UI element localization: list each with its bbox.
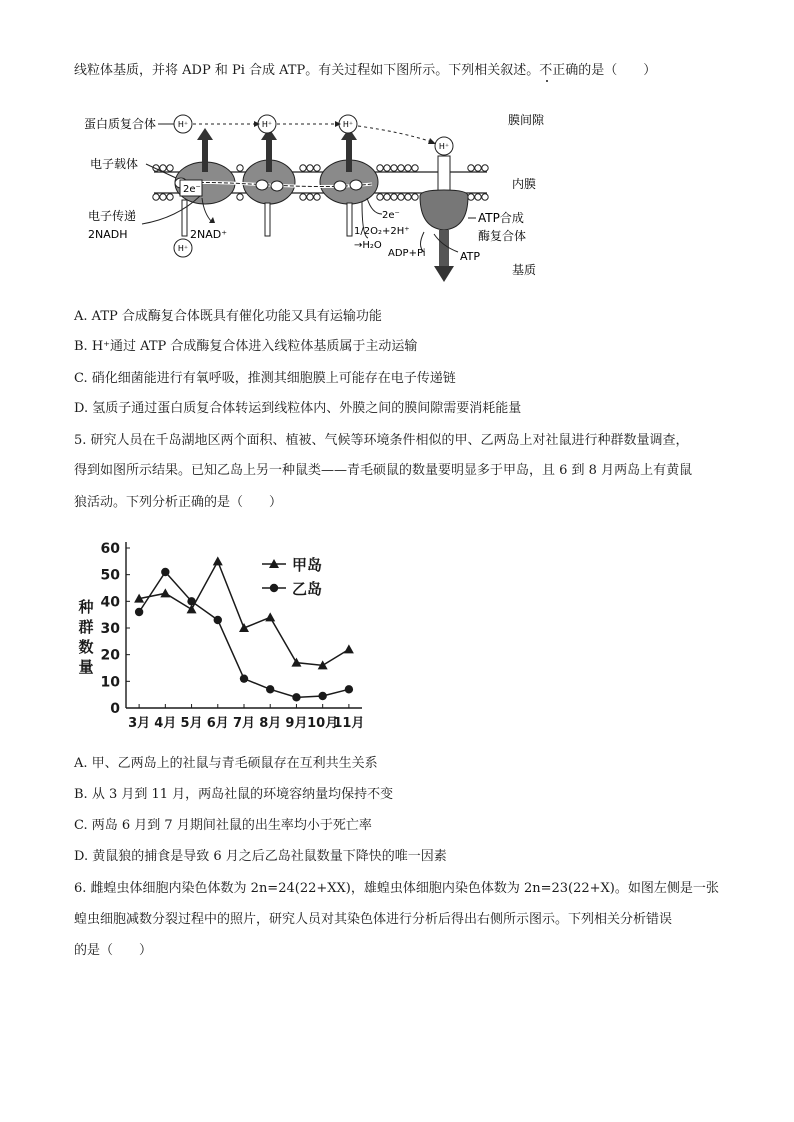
h-plus-label: H⁺: [342, 120, 354, 129]
y-axis-label-char: 量: [78, 658, 94, 676]
atp-synthase: [420, 156, 468, 282]
q5-stem-line-3: 狼活动。下列分析正确的是（ ）: [74, 495, 283, 510]
phospholipid-head: [475, 194, 481, 200]
phospholipid-head: [237, 165, 243, 171]
carrier-bead: [256, 180, 268, 190]
data-point-circle: [135, 608, 143, 616]
data-point-triangle: [187, 604, 197, 613]
q5-stem-line-2: 得到如图所示结果。已知乙岛上另一种鼠类——青毛硕鼠的数量要明显多于甲岛，且 6 到 8 月两岛上有黄鼠: [74, 463, 693, 478]
label-adp-pi: ADP+Pi: [388, 248, 426, 259]
phospholipid-head: [391, 165, 397, 171]
phospholipid-head: [482, 165, 488, 171]
q4-stem: [74, 62, 656, 80]
q4-option-c: C. 硝化细菌能进行有氧呼吸，推测其细胞膜上可能存在电子传递链: [74, 371, 456, 386]
x-tick-label: 8月: [259, 716, 282, 731]
data-point-circle: [266, 685, 274, 693]
x-tick-label: 9月: [285, 716, 308, 731]
data-point-circle: [214, 616, 222, 624]
phospholipid-head: [314, 165, 320, 171]
y-tick-label: 60: [100, 541, 120, 557]
phospholipid-head: [475, 165, 481, 171]
y-tick-label: 10: [100, 674, 120, 691]
q4-option-a: A. ATP 合成酶复合体既具有催化功能又具有运输功能: [74, 309, 382, 324]
data-point-triangle: [160, 588, 170, 597]
x-tick-label: 11月: [333, 716, 365, 731]
q4-stem-emphasis: 不: [539, 63, 553, 78]
phospholipid-head: [468, 194, 474, 200]
data-point-triangle: [213, 556, 223, 565]
phospholipid-head: [153, 194, 159, 200]
population-line-chart: [72, 534, 372, 744]
label-2e-right: 2e⁻: [382, 210, 400, 221]
q4-option-d: D. 氢质子通过蛋白质复合体转运到线粒体内、外膜之间的膜间隙需要消耗能量: [74, 401, 522, 416]
phospholipid-head: [307, 194, 313, 200]
carrier-bead: [271, 181, 283, 191]
legend-label: 乙岛: [292, 580, 323, 598]
label-reaction: 1/2O₂+2H⁺: [354, 226, 410, 237]
phospholipid-head: [412, 165, 418, 171]
complex-stem: [265, 203, 270, 236]
legend-marker-circle: [270, 584, 278, 592]
y-tick-label: 20: [100, 647, 120, 664]
label-intermembrane: 膜间隙: [508, 113, 545, 127]
y-axis-label-char: 种: [78, 598, 94, 616]
label-inner-membrane: 内膜: [512, 177, 537, 191]
h-plus-label: H⁺: [438, 142, 450, 151]
y-axis-label-char: 数: [78, 638, 94, 656]
q5-option-b: B. 从 3 月到 11 月，两岛社鼠的环境容纳量均保持不变: [74, 787, 394, 802]
label-h2o: →H₂O: [354, 240, 382, 251]
label-2nad: 2NAD⁺: [190, 228, 228, 241]
phospholipid-head: [405, 194, 411, 200]
q5-option-c: C. 两岛 6 月到 7 月期间社鼠的出生率均小于死亡率: [74, 818, 372, 833]
phospholipid-head: [468, 165, 474, 171]
phospholipid-head: [398, 165, 404, 171]
data-point-circle: [161, 568, 169, 576]
data-point-triangle: [239, 623, 249, 632]
y-tick-label: 30: [100, 621, 120, 637]
phospholipid-head: [237, 194, 243, 200]
x-tick-label: 5月: [180, 716, 203, 731]
q4-stem-pre: 线粒体基质，并将 ADP 和 Pi 合成 ATP。有关过程如下图所示。下列相关叙述。: [74, 63, 540, 78]
phospholipid-head: [300, 194, 306, 200]
complex-stem: [182, 200, 187, 236]
q5-stem-line-1: 5. 研究人员在千岛湖地区两个面积、植被、气候等环境条件相似的甲、乙两岛上对社鼠进行种群数量调查，: [74, 433, 689, 448]
phospholipid-head: [391, 194, 397, 200]
data-point-circle: [345, 685, 353, 693]
q6-stem-line-3: 的是（ ）: [74, 943, 153, 958]
phospholipid-head: [160, 194, 166, 200]
data-point-triangle: [291, 658, 301, 667]
carrier-bead: [350, 180, 362, 190]
phospholipid-head: [314, 194, 320, 200]
phospholipid-head: [160, 165, 166, 171]
x-tick-label: 7月: [232, 716, 256, 731]
label-matrix: 基质: [512, 263, 537, 277]
q6-stem-line-2: 蝗虫细胞减数分裂过程中的照片，研究人员对其染色体进行分析后得出右侧所示图示。下列相关分析错误: [74, 912, 673, 927]
phospholipid-head: [482, 194, 488, 200]
data-point-triangle: [344, 644, 354, 653]
phospholipid-head: [300, 165, 306, 171]
data-point-circle: [240, 674, 248, 682]
x-tick-label: 4月: [154, 716, 177, 731]
label-atp-synthase-1: ATP合成: [478, 211, 524, 225]
phospholipid-head: [167, 194, 173, 200]
data-point-circle: [187, 597, 195, 605]
q5-option-a: A. 甲、乙两岛上的社鼠与青毛硕鼠存在互利共生关系: [74, 756, 378, 771]
phospholipid-head: [167, 165, 173, 171]
carrier-bead: [334, 181, 346, 191]
y-tick-label: 40: [100, 594, 120, 611]
q4-stem-post: 正确的是（ ）: [552, 63, 657, 78]
h-plus-label: H⁺: [177, 120, 189, 129]
complex-stem: [347, 203, 352, 236]
label-atp-synthase-2: 酶复合体: [478, 229, 527, 243]
label-electron-transfer: 电子传递: [88, 209, 137, 223]
phospholipid-head: [405, 165, 411, 171]
label-electron-carrier: 电子载体: [90, 157, 139, 171]
x-tick-label: 3月: [128, 716, 151, 731]
h-plus-label: H⁺: [261, 120, 273, 129]
phospholipid-head: [384, 194, 390, 200]
phospholipid-head: [412, 194, 418, 200]
label-atp: ATP: [460, 250, 481, 263]
mitochondria-membrane-diagram: [72, 106, 552, 286]
proton-dashed-arrows: [193, 124, 432, 142]
phospholipid-head: [377, 194, 383, 200]
q6-stem-line-1: 6. 雌蝗虫体细胞内染色体数为 2n=24(22+XX)，雄蝗虫体细胞内染色体数为 2n=23(22+X)。如图左侧是一张: [74, 881, 719, 896]
x-tick-label: 10月: [307, 716, 339, 731]
y-tick-label: 0: [110, 701, 120, 717]
h-plus-label: H⁺: [177, 244, 189, 253]
q4-option-b: B. H⁺通过 ATP 合成酶复合体进入线粒体基质属于主动运输: [74, 339, 418, 354]
y-tick-label: 50: [100, 567, 120, 584]
atp-synthase-down-arrow: [434, 266, 454, 282]
y-axis-label-char: 群: [78, 618, 94, 636]
label-2nadh: 2NADH: [88, 228, 128, 241]
phospholipid-head: [307, 165, 313, 171]
phospholipid-head: [384, 165, 390, 171]
label-protein-complex: 蛋白质复合体: [84, 117, 157, 131]
q5-option-d: D. 黄鼠狼的捕食是导致 6 月之后乙岛社鼠数量下降快的唯一因素: [74, 849, 447, 864]
phospholipid-head: [377, 165, 383, 171]
label-2e-top: 2e⁻: [183, 184, 201, 195]
data-point-circle: [318, 692, 326, 700]
data-point-circle: [292, 693, 300, 701]
data-point-triangle: [265, 612, 275, 621]
phospholipid-head: [398, 194, 404, 200]
x-tick-label: 6月: [206, 716, 229, 731]
legend-label: 甲岛: [292, 556, 323, 574]
